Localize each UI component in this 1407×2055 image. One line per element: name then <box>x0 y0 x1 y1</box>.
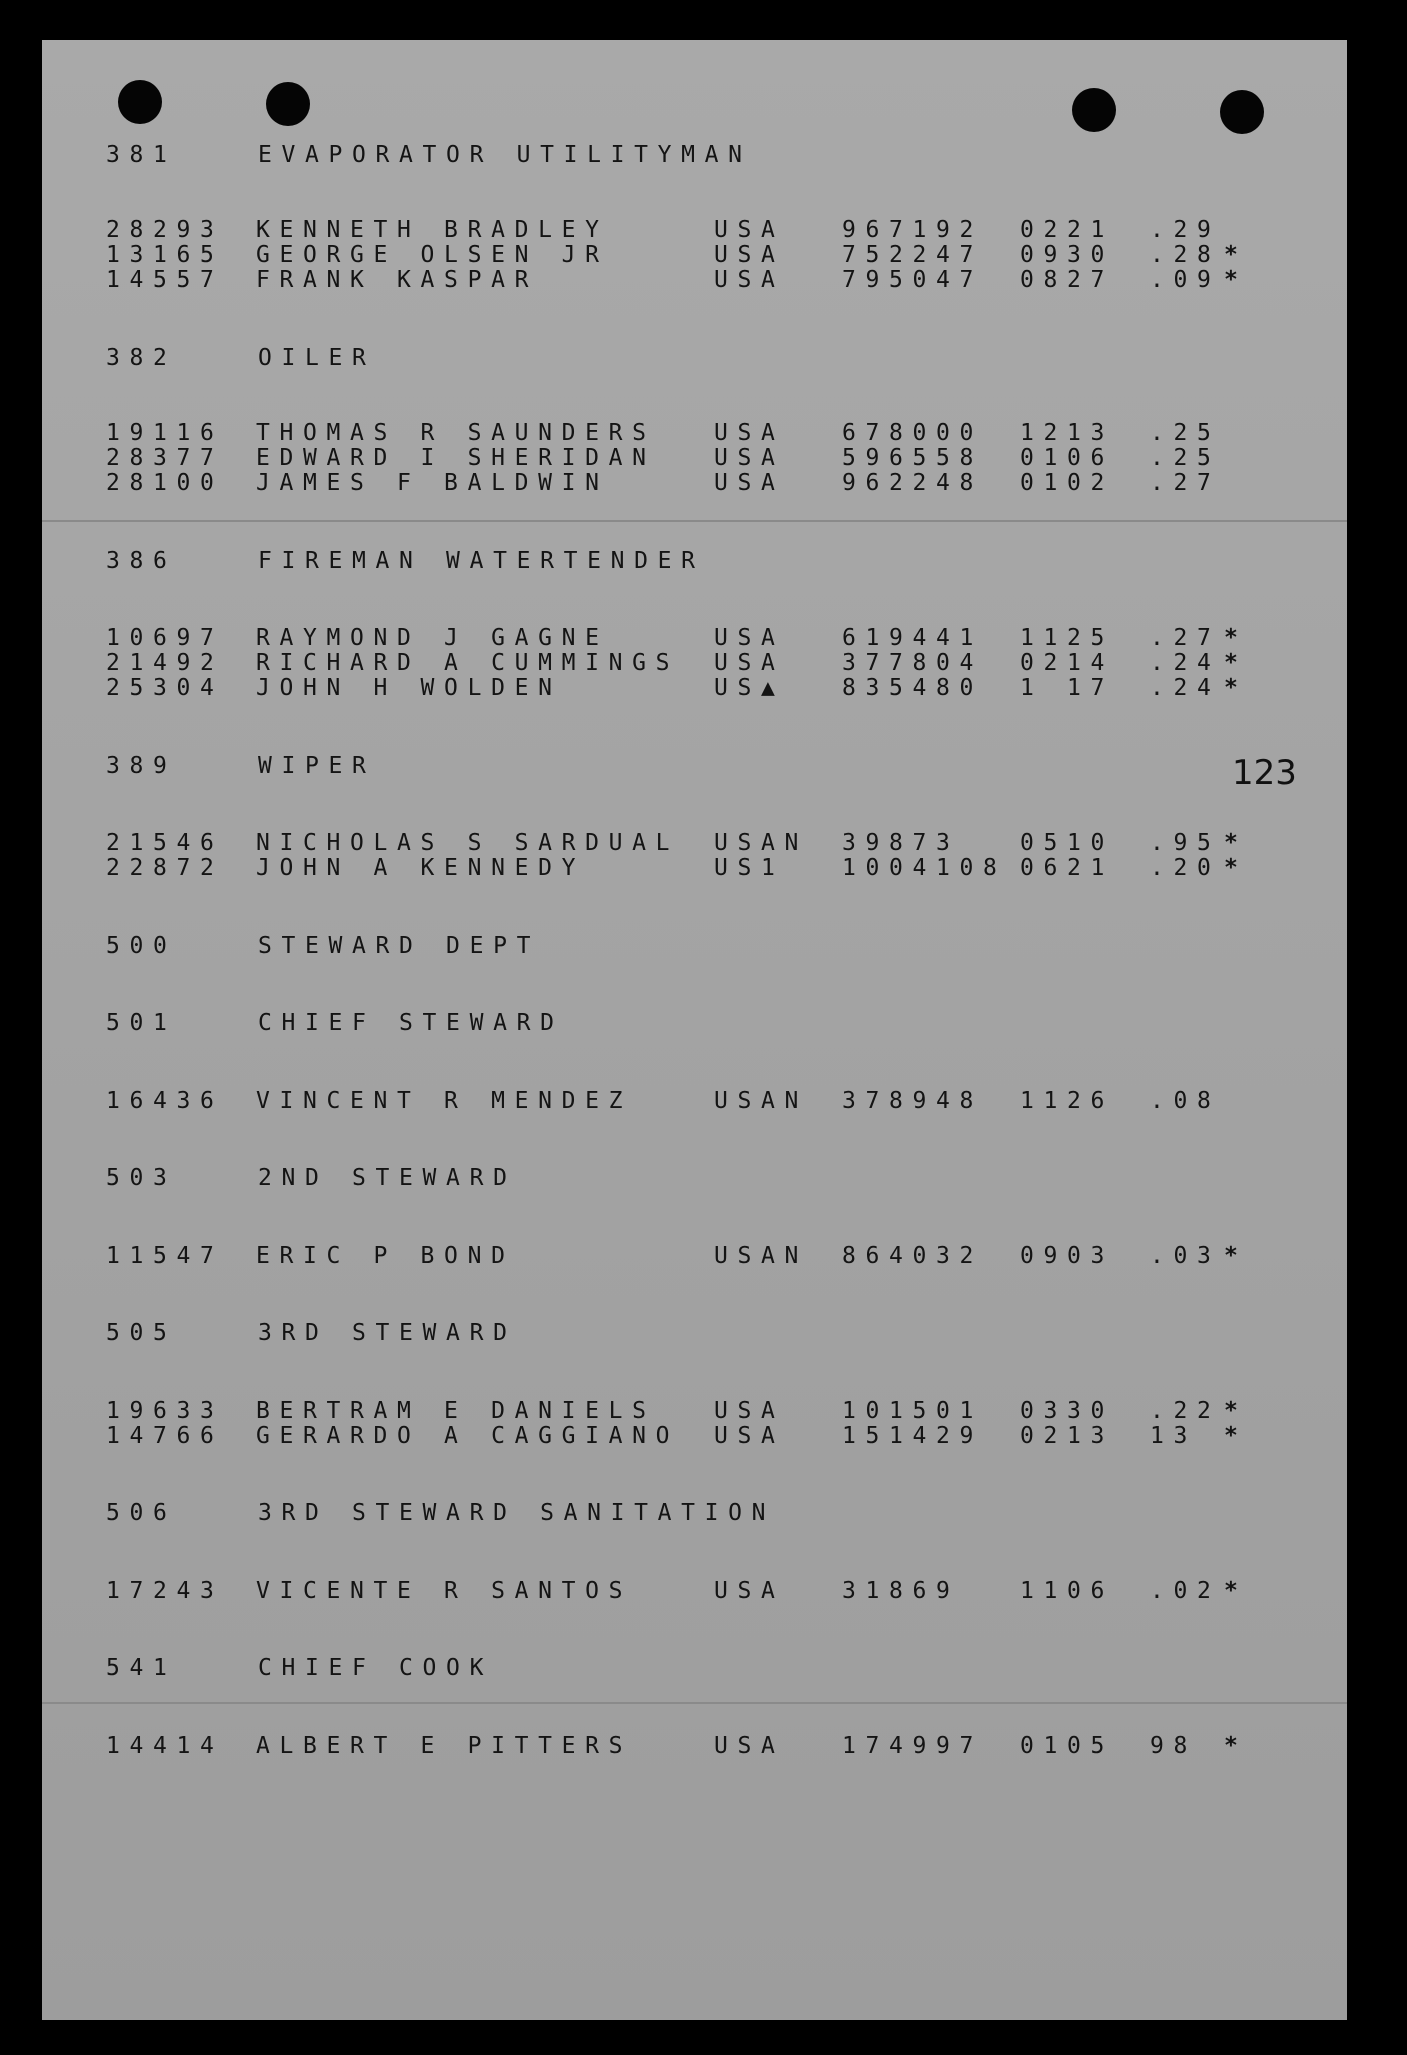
value: .20 <box>1150 855 1221 881</box>
punch-hole <box>118 80 162 124</box>
citizenship: USA <box>714 420 785 446</box>
crew-name: RICHARD A CUMMINGS <box>256 650 680 676</box>
section-code: 506 <box>106 1500 177 1526</box>
crew-name: KENNETH BRADLEY <box>256 217 609 243</box>
crew-name: VICENTE R SANTOS <box>256 1578 633 1604</box>
value: 13 <box>1150 1423 1198 1449</box>
asterisk-mark: * <box>1224 830 1238 856</box>
section-header <box>42 1318 1347 1348</box>
asterisk-mark: * <box>1224 1398 1238 1424</box>
citizenship: US▲ <box>714 675 785 701</box>
document-number: 967192 <box>842 217 984 243</box>
crew-id: 21492 <box>106 650 224 676</box>
asterisk-mark: * <box>1224 1243 1238 1269</box>
asterisk-mark: * <box>1224 1733 1238 1759</box>
crew-id: 14557 <box>106 267 224 293</box>
document-number: 596558 <box>842 445 984 471</box>
section-code: 501 <box>106 1010 177 1036</box>
section-code: 541 <box>106 1655 177 1681</box>
date-code: 0105 <box>1020 1733 1115 1759</box>
citizenship: USA <box>714 1423 785 1449</box>
citizenship: USA <box>714 267 785 293</box>
section-title: 3RD STEWARD SANITATION <box>258 1500 776 1526</box>
value: .29 <box>1150 217 1221 243</box>
crew-name: GERARDO A CAGGIANO <box>256 1423 680 1449</box>
crew-name: JOHN A KENNEDY <box>256 855 586 881</box>
section-title: 2ND STEWARD <box>258 1165 517 1191</box>
date-code: 1125 <box>1020 625 1115 651</box>
date-code: 1106 <box>1020 1578 1115 1604</box>
punch-hole <box>1220 90 1264 134</box>
crew-id: 13165 <box>106 242 224 268</box>
date-code: 0510 <box>1020 830 1115 856</box>
value: .24 <box>1150 675 1221 701</box>
section-title: CHIEF COOK <box>258 1655 494 1681</box>
crew-row <box>42 1086 1347 1116</box>
section-title: EVAPORATOR UTILITYMAN <box>258 142 752 168</box>
value: .03 <box>1150 1243 1221 1269</box>
page-number: 123 <box>1232 753 1297 793</box>
fold-line <box>42 520 1347 522</box>
asterisk-mark: * <box>1224 1423 1238 1449</box>
citizenship: USAN <box>714 1088 809 1114</box>
document-number: 39873 <box>842 830 960 856</box>
date-code: 1213 <box>1020 420 1115 446</box>
crew-row <box>42 853 1347 883</box>
punch-hole <box>266 82 310 126</box>
value: .27 <box>1150 625 1221 651</box>
value: 98 <box>1150 1733 1198 1759</box>
document-number: 619441 <box>842 625 984 651</box>
document-number: 962248 <box>842 470 984 496</box>
crew-name: FRANK KASPAR <box>256 267 539 293</box>
citizenship: USA <box>714 1578 785 1604</box>
crew-id: 19633 <box>106 1398 224 1424</box>
crew-name: THOMAS R SAUNDERS <box>256 420 656 446</box>
crew-id: 28293 <box>106 217 224 243</box>
value: .27 <box>1150 470 1221 496</box>
section-header <box>42 343 1347 373</box>
date-code: 0930 <box>1020 242 1115 268</box>
crew-id: 10697 <box>106 625 224 651</box>
document-number: 378948 <box>842 1088 984 1114</box>
asterisk-mark: * <box>1224 675 1238 701</box>
asterisk-mark: * <box>1224 625 1238 651</box>
crew-id: 17243 <box>106 1578 224 1604</box>
asterisk-mark: * <box>1224 267 1238 293</box>
document-page <box>42 40 1347 2020</box>
citizenship: USA <box>714 242 785 268</box>
fold-line <box>42 1702 1347 1704</box>
crew-id: 28377 <box>106 445 224 471</box>
citizenship: US1 <box>714 855 785 881</box>
section-code: 503 <box>106 1165 177 1191</box>
citizenship: USA <box>714 470 785 496</box>
asterisk-mark: * <box>1224 242 1238 268</box>
value: .24 <box>1150 650 1221 676</box>
date-code: 0330 <box>1020 1398 1115 1424</box>
document-number: 752247 <box>842 242 984 268</box>
section-title: 3RD STEWARD <box>258 1320 517 1346</box>
value: .25 <box>1150 420 1221 446</box>
crew-id: 25304 <box>106 675 224 701</box>
section-header <box>42 1008 1347 1038</box>
document-number: 151429 <box>842 1423 984 1449</box>
date-code: 0221 <box>1020 217 1115 243</box>
section-header <box>42 1653 1347 1683</box>
value: .08 <box>1150 1088 1221 1114</box>
punch-hole <box>1072 88 1116 132</box>
crew-name: EDWARD I SHERIDAN <box>256 445 656 471</box>
crew-name: ALBERT E PITTERS <box>256 1733 633 1759</box>
section-title: STEWARD DEPT <box>258 933 541 959</box>
crew-id: 14414 <box>106 1733 224 1759</box>
crew-id: 11547 <box>106 1243 224 1269</box>
value: .28 <box>1150 242 1221 268</box>
document-number: 835480 <box>842 675 984 701</box>
date-code: 1 17 <box>1020 675 1115 701</box>
citizenship: USA <box>714 650 785 676</box>
citizenship: USAN <box>714 1243 809 1269</box>
section-header <box>42 1498 1347 1528</box>
date-code: 1126 <box>1020 1088 1115 1114</box>
crew-name: JOHN H WOLDEN <box>256 675 562 701</box>
section-header <box>42 140 1347 170</box>
value: .02 <box>1150 1578 1221 1604</box>
crew-name: BERTRAM E DANIELS <box>256 1398 656 1424</box>
date-code: 0903 <box>1020 1243 1115 1269</box>
citizenship: USA <box>714 1733 785 1759</box>
date-code: 0106 <box>1020 445 1115 471</box>
crew-row <box>42 673 1347 703</box>
crew-name: ERIC P BOND <box>256 1243 515 1269</box>
citizenship: USA <box>714 1398 785 1424</box>
document-number: 1004108 <box>842 855 1007 881</box>
section-title: CHIEF STEWARD <box>258 1010 564 1036</box>
citizenship: USA <box>714 217 785 243</box>
document-number: 864032 <box>842 1243 984 1269</box>
value: .22 <box>1150 1398 1221 1424</box>
section-title: OILER <box>258 345 376 371</box>
section-header <box>42 931 1347 961</box>
document-number: 377804 <box>842 650 984 676</box>
crew-row <box>42 1241 1347 1271</box>
crew-name: VINCENT R MENDEZ <box>256 1088 633 1114</box>
document-number: 174997 <box>842 1733 984 1759</box>
crew-row <box>42 468 1347 498</box>
value: .25 <box>1150 445 1221 471</box>
crew-row <box>42 265 1347 295</box>
crew-name: NICHOLAS S SARDUAL <box>256 830 680 856</box>
date-code: 0102 <box>1020 470 1115 496</box>
date-code: 0214 <box>1020 650 1115 676</box>
citizenship: USA <box>714 625 785 651</box>
section-header <box>42 546 1347 576</box>
value: .09 <box>1150 267 1221 293</box>
section-code: 381 <box>106 142 177 168</box>
document-number: 678000 <box>842 420 984 446</box>
crew-name: GEORGE OLSEN JR <box>256 242 609 268</box>
crew-id: 19116 <box>106 420 224 446</box>
section-code: 505 <box>106 1320 177 1346</box>
crew-name: JAMES F BALDWIN <box>256 470 609 496</box>
crew-row <box>42 1731 1347 1761</box>
section-title: WIPER <box>258 753 376 779</box>
document-number: 31869 <box>842 1578 960 1604</box>
section-code: 386 <box>106 548 177 574</box>
crew-row <box>42 1576 1347 1606</box>
asterisk-mark: * <box>1224 855 1238 881</box>
crew-id: 16436 <box>106 1088 224 1114</box>
section-code: 382 <box>106 345 177 371</box>
section-code: 500 <box>106 933 177 959</box>
section-header <box>42 751 1347 781</box>
value: .95 <box>1150 830 1221 856</box>
section-title: FIREMAN WATERTENDER <box>258 548 705 574</box>
crew-id: 22872 <box>106 855 224 881</box>
asterisk-mark: * <box>1224 650 1238 676</box>
date-code: 0213 <box>1020 1423 1115 1449</box>
crew-name: RAYMOND J GAGNE <box>256 625 609 651</box>
asterisk-mark: * <box>1224 1578 1238 1604</box>
date-code: 0621 <box>1020 855 1115 881</box>
document-number: 101501 <box>842 1398 984 1424</box>
date-code: 0827 <box>1020 267 1115 293</box>
section-header <box>42 1163 1347 1193</box>
crew-row <box>42 1421 1347 1451</box>
crew-id: 28100 <box>106 470 224 496</box>
crew-id: 21546 <box>106 830 224 856</box>
citizenship: USAN <box>714 830 809 856</box>
section-code: 389 <box>106 753 177 779</box>
crew-id: 14766 <box>106 1423 224 1449</box>
document-number: 795047 <box>842 267 984 293</box>
citizenship: USA <box>714 445 785 471</box>
